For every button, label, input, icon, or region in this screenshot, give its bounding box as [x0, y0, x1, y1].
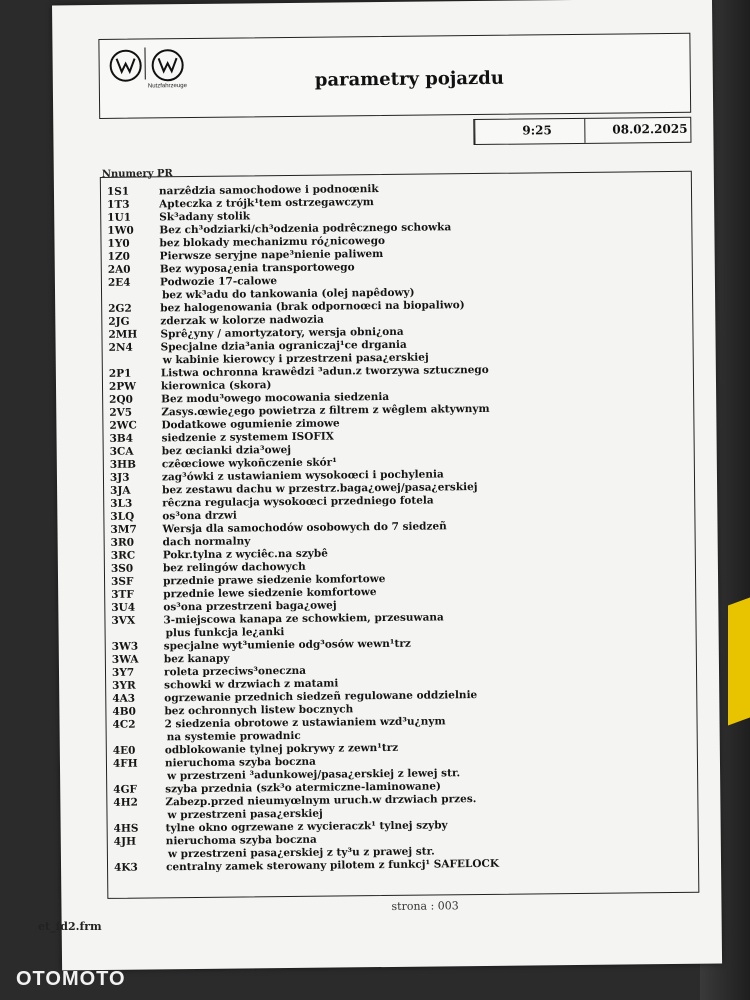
pr-code: 4H2: [113, 796, 138, 809]
pr-description: na systemie prowadnic: [166, 729, 301, 744]
pr-code: 3J3: [109, 471, 130, 484]
pr-description: centralny zamek sterowany pilotem z funkcj¹ SAFELOCK: [165, 857, 500, 874]
pr-code: 3B4: [109, 432, 134, 445]
pr-description: bez halogenowania (brak odpornoœci na biopaliwo): [160, 299, 465, 315]
pr-code: 4JH: [113, 835, 137, 848]
pr-description: schowki w drzwiach z matami: [164, 677, 339, 692]
vw-logo-icon: [109, 50, 141, 82]
pr-description: 2 siedzenia obrotowe z ustawianiem wzd³u¿nym: [164, 715, 446, 731]
pr-code: 2Q0: [109, 393, 133, 406]
pr-code: 3Y7: [111, 666, 135, 679]
pr-description: Bez wyposa¿enia transportowego: [159, 261, 355, 276]
pr-code: 3U4: [111, 601, 136, 614]
pr-description: zderzak w kolorze nadwozia: [160, 313, 324, 328]
pr-code: 2V5: [109, 406, 133, 419]
pr-code: 3HB: [109, 458, 137, 471]
pr-description: nieruchoma szyba boczna: [164, 755, 316, 770]
pr-description: szyba przednia (szk³o atermiczne-laminowane): [165, 780, 442, 796]
pr-code: 3TF: [111, 588, 134, 601]
pr-number-list: [100, 171, 700, 899]
pr-description: przednie lewe siedzenie komfortowe: [163, 586, 377, 601]
pr-code: 1W0: [107, 224, 134, 237]
pr-description: tylne okno ogrzewane z wycieraczk¹ tylnej szyby: [165, 819, 448, 835]
background-yellow-object: [728, 595, 750, 726]
page-title: parametry pojazdu: [314, 67, 505, 91]
pr-description: Pokr.tylna z wyciêc.na szybê: [162, 547, 328, 562]
pr-description: bez ochronnych listew bocznych: [164, 703, 354, 718]
pr-description: bez relingów dachowych: [162, 560, 306, 575]
print-date: 08.02.2025: [612, 121, 688, 137]
pr-description: czêœciowe wykoñczenie skór¹: [161, 456, 337, 471]
pr-description: Zasys.œwie¿ego powietrza z filtrem z wêglem aktywnym: [161, 402, 490, 419]
pr-code: 4HS: [113, 822, 139, 835]
pr-code: 4FH: [112, 757, 138, 770]
pr-description: roleta przeciws³oneczna: [163, 664, 307, 679]
pr-description: dach normalny: [162, 535, 251, 549]
pr-description: w kabinie kierowcy i przestrzeni pasa¿erskiej: [162, 351, 429, 367]
pr-description: Bez modu³owego mocowania siedzenia: [161, 390, 390, 406]
pr-description: Sprê¿yny / amortyzatory, wersja obni¿ona: [160, 325, 404, 341]
pr-code: 1T3: [107, 198, 130, 211]
pr-description: Wersja dla samochodów osobowych do 7 siedzeñ: [162, 520, 447, 536]
pr-code: 3S0: [110, 562, 134, 575]
pr-description: przednie prawe siedzenie komfortowe: [162, 572, 386, 588]
pr-code: 1Y0: [107, 237, 130, 250]
pr-code: 1U1: [107, 211, 132, 224]
pr-description: kierownica (skora): [160, 379, 272, 393]
pr-description: siedzenie z systemem ISOFIX: [161, 430, 334, 445]
pr-code: 3M7: [110, 523, 137, 536]
pr-code: 3SF: [110, 575, 134, 588]
pr-code: 1Z0: [107, 250, 130, 263]
header-box: [98, 33, 691, 119]
pr-description: Pierwsze seryjne nape³nienie paliwem: [159, 248, 384, 263]
pr-code: 3RC: [110, 549, 136, 562]
pr-description: Listwa ochronna krawêdzi ³adun.z tworzywa sztucznego: [160, 363, 489, 380]
pr-description: Sk³adany stolik: [159, 210, 251, 224]
page-number: strona : 003: [391, 899, 459, 913]
print-time: 9:25: [522, 123, 552, 138]
watermark-logo: OTOMOTO: [16, 968, 126, 990]
form-name: et_fd2.frm: [38, 920, 102, 933]
pr-code: 2P1: [108, 367, 132, 380]
pr-code: 4E0: [112, 744, 136, 757]
pr-code: 2PW: [108, 380, 137, 393]
pr-code: 2A0: [107, 263, 131, 276]
pr-code: 1S1: [106, 185, 130, 198]
pr-code: 3LQ: [110, 510, 135, 523]
brand-subtitle: Nutzfahrzeuge: [147, 83, 187, 90]
pr-code: 2MH: [108, 328, 138, 341]
pr-description: w przestrzeni pasa¿erskiej z ty³u z prawej str.: [167, 845, 435, 861]
pr-code: 3L3: [110, 497, 133, 510]
pr-description: w przestrzeni pasa¿erskiej: [167, 807, 323, 822]
logo-divider: [144, 47, 145, 79]
pr-code: 4A3: [112, 692, 136, 705]
document-sheet: [52, 0, 722, 970]
pr-description: bez wk³adu do tankowania (olej napêdowy): [161, 286, 415, 302]
vw-commercial-logo-icon: [151, 49, 183, 81]
section-label: Nnumery PR: [101, 168, 173, 180]
pr-description: Zabezp.przed nieumyœlnym uruch.w drzwiach przes.: [165, 793, 477, 809]
pr-description: Apteczka z trójk¹tem ostrzegawczym: [159, 196, 374, 211]
pr-description: bez œcianki dzia³owej: [161, 443, 292, 458]
pr-code: 4GF: [113, 783, 138, 796]
pr-description: plus funkcja le¿anki: [165, 626, 285, 640]
pr-description: ogrzewanie przednich siedzeñ regulowane oddzielnie: [164, 689, 478, 705]
pr-code: 4B0: [112, 705, 136, 718]
pr-description: bez zestawu dachu w przestrz.baga¿owej/pasa¿erskiej: [162, 481, 478, 497]
time-date-box: [473, 117, 691, 145]
pr-code: 3WA: [111, 653, 139, 666]
pr-code: 3YR: [112, 679, 136, 692]
pr-code: 3W3: [111, 640, 139, 653]
pr-description: specjalne wyt³umienie odg³osów wewn¹trz: [163, 637, 411, 653]
pr-code: 3R0: [110, 536, 135, 549]
pr-code: 4C2: [112, 718, 136, 731]
pr-code: 3CA: [109, 445, 134, 458]
pr-description: odblokowanie tylnej pokrywy z zewn¹trz: [164, 741, 399, 757]
pr-description: rêczna regulacja wysokoœci przedniego fotela: [162, 494, 434, 510]
pr-code: 3JA: [110, 484, 131, 497]
pr-description: bez blokady mechanizmu ró¿nicowego: [159, 234, 386, 250]
pr-code: 2WC: [109, 419, 137, 432]
pr-description: Dodatkowe ogumienie zimowe: [161, 417, 340, 432]
pr-description: 3-miejscowa kanapa ze schowkiem, przesuwana: [163, 611, 444, 627]
pr-code: 2E4: [107, 276, 131, 289]
pr-description: os³ona drzwi: [162, 509, 237, 523]
pr-description: Specjalne dzia³ania ograniczaj¹ce drgania: [160, 338, 407, 354]
pr-code: 2N4: [108, 341, 133, 354]
pr-description: Bez ch³odziarki/ch³odzenia podrêcznego schowka: [159, 221, 452, 237]
pr-code: 3VX: [111, 614, 136, 627]
pr-description: Podwozie 17-calowe: [159, 275, 278, 289]
pr-description: bez kanapy: [163, 652, 230, 666]
pr-description: os³ona przestrzeni baga¿owej: [163, 599, 337, 614]
pr-description: zag³ówki z ustawianiem wysokoœci i pochylenia: [161, 468, 444, 484]
pr-code: 2JG: [108, 315, 130, 328]
pr-code: 2G2: [108, 302, 132, 315]
pr-description: nieruchoma szyba boczna: [165, 833, 317, 848]
pr-description: w przestrzeni ³adunkowej/pasa¿erskiej z lewej str.: [167, 767, 461, 783]
pr-code: 4K3: [113, 861, 138, 874]
pr-description: narzêdzia samochodowe i podnoœnik: [158, 183, 379, 198]
